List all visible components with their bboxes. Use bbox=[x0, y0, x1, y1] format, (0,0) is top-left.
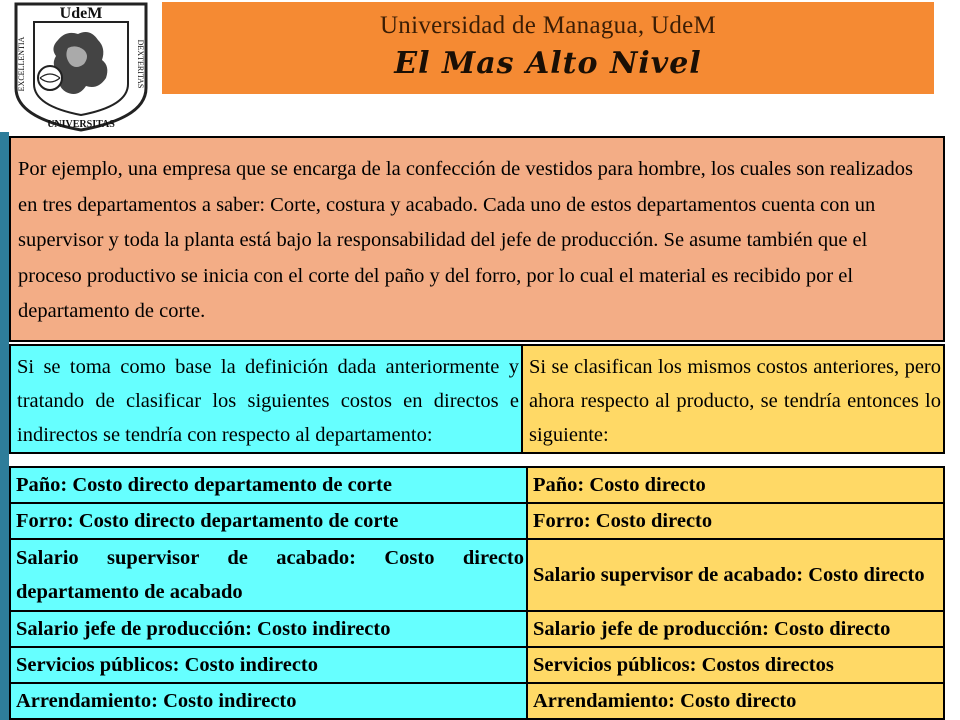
department-cost-cell: Servicios públicos: Costo indirecto bbox=[10, 647, 527, 683]
page-title: Universidad de Managua, UdeM bbox=[379, 12, 717, 39]
department-explanation: Si se toma como base la definición dada anteriormente y tratando de clasificar los siguientes costos en directos e indirectos se tendría con respecto al departamento: bbox=[11, 346, 523, 452]
logo-right-text: DEXTERITAS bbox=[136, 39, 145, 89]
product-cost-cell: Paño: Costo directo bbox=[527, 467, 944, 503]
explanation-row bbox=[9, 344, 945, 454]
table-row bbox=[10, 467, 944, 503]
table-row bbox=[10, 503, 944, 539]
product-cost-cell: Salario supervisor de acabado: Costo directo bbox=[527, 539, 944, 611]
product-cost-cell: Arrendamiento: Costo directo bbox=[527, 683, 944, 719]
logo-bottom-text: UNIVERSITAS bbox=[47, 119, 115, 130]
left-accent-bar bbox=[0, 132, 9, 720]
department-cost-cell: Arrendamiento: Costo indirecto bbox=[10, 683, 527, 719]
table-row bbox=[10, 611, 944, 647]
logo-left-text: EXCELLENTIA bbox=[17, 36, 26, 92]
product-cost-cell: Salario jefe de producción: Costo directo bbox=[527, 611, 944, 647]
table-row bbox=[10, 539, 944, 611]
product-cost-cell: Forro: Costo directo bbox=[527, 503, 944, 539]
cost-classification-table bbox=[9, 466, 945, 720]
product-cost-cell: Servicios públicos: Costos directos bbox=[527, 647, 944, 683]
university-logo bbox=[6, 0, 156, 132]
page-subtitle: El Mas Alto Nivel bbox=[394, 46, 702, 81]
table-row bbox=[10, 683, 944, 719]
department-cost-cell: Paño: Costo directo departamento de corte bbox=[10, 467, 527, 503]
header-banner bbox=[162, 2, 934, 94]
department-cost-cell: Salario supervisor de acabado: Costo directo departamento de acabado bbox=[10, 539, 527, 611]
department-cost-cell: Forro: Costo directo departamento de corte bbox=[10, 503, 527, 539]
intro-paragraph: Por ejemplo, una empresa que se encarga de la confección de vestidos para hombre, los cuales son realizados en tres departamentos a saber: Corte, costura y acabado. Cada uno de estos departamentos cuenta con un supervisor y toda la planta está bajo la responsabilidad del jefe de producción. Se asume también que el proceso productivo se inicia con el corte del paño y del forro, por lo cual el material es recibido por el departamento de corte. bbox=[9, 136, 945, 342]
logo-top-text: UdeM bbox=[59, 5, 103, 22]
product-explanation: Si se clasifican los mismos costos anteriores, pero ahora respecto al producto, se tendría entonces lo siguiente: bbox=[523, 346, 943, 452]
table-row bbox=[10, 647, 944, 683]
department-cost-cell: Salario jefe de producción: Costo indirecto bbox=[10, 611, 527, 647]
